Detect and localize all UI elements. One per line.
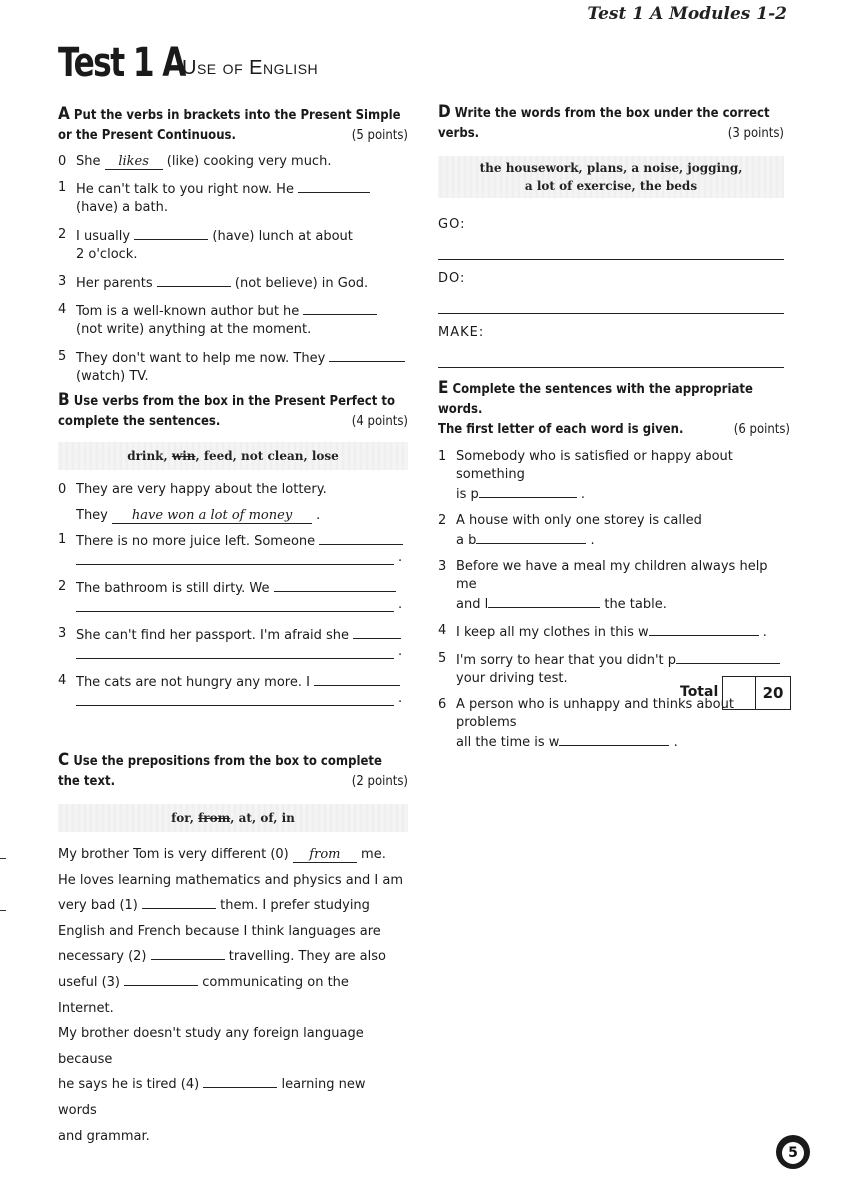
exercise-item xyxy=(58,153,408,171)
item-text: She can't find her passport. I'm afraid she xyxy=(76,628,350,643)
section-e-heading xyxy=(438,378,790,440)
section-letter: D xyxy=(438,102,451,122)
item-text: a b xyxy=(456,533,477,548)
section-letter: C xyxy=(58,750,70,770)
section-instruction: The first letter of each word is given. xyxy=(438,422,684,437)
answer-blank[interactable] xyxy=(329,348,405,362)
box-word: for, xyxy=(171,811,194,825)
margin-mark xyxy=(0,910,6,911)
item-text: . xyxy=(673,735,678,750)
text-segment: useful (3) xyxy=(58,974,120,990)
section-instruction: Put the verbs in brackets into the Present Simple xyxy=(73,108,401,123)
item-text: Tom is a well-known author but he xyxy=(76,304,300,319)
answer-blank[interactable] xyxy=(353,625,401,639)
answer-blank[interactable] xyxy=(134,226,208,240)
verb-label: GO: xyxy=(438,217,466,232)
box-words: the housework, plans, a noise, jogging, xyxy=(479,161,743,175)
page-number: 5 xyxy=(782,1142,804,1164)
page-number-badge xyxy=(776,1135,810,1169)
item-text: . xyxy=(316,508,321,523)
section-instruction: or the Present Continuous. xyxy=(58,128,236,143)
text-segment: me. xyxy=(361,847,386,862)
word-box xyxy=(58,442,408,470)
item-text: She xyxy=(76,154,101,169)
test-subtitle: Use of English xyxy=(182,57,319,79)
total-max: 20 xyxy=(755,676,791,710)
text-segment: learning new words xyxy=(58,1077,366,1118)
line-period: . xyxy=(398,691,403,706)
section-b xyxy=(58,390,408,706)
exercise-item xyxy=(58,531,408,565)
section-letter: E xyxy=(438,378,449,398)
item-text: Somebody who is satisfied or happy about something xyxy=(456,449,733,482)
answer-blank[interactable] xyxy=(124,972,198,986)
item-number: 0 xyxy=(58,154,67,169)
item-text: (have) a bath. xyxy=(76,200,168,215)
section-a-heading xyxy=(58,104,408,146)
answer-blank[interactable] xyxy=(476,530,586,544)
section-instruction: Use verbs from the box in the Present Perfect to xyxy=(73,394,396,409)
item-number: 3 xyxy=(438,559,447,574)
section-instruction: complete the sentences. xyxy=(58,414,221,429)
section-instruction: verbs. xyxy=(438,126,480,141)
section-instruction: Complete the sentences with the appropriate words. xyxy=(438,382,753,417)
item-number: 6 xyxy=(438,697,447,712)
item-text: They don't want to help me now. They xyxy=(76,351,326,366)
text-segment: My brother doesn't study any foreign language because xyxy=(58,1026,364,1067)
answer-blank[interactable] xyxy=(303,301,377,315)
answer-line[interactable] xyxy=(438,258,784,260)
word-box xyxy=(58,804,408,832)
item-text: . xyxy=(580,487,586,502)
exercise-item xyxy=(58,625,408,659)
text-segment: he says he is tired (4) xyxy=(58,1077,200,1093)
item-text: the table. xyxy=(604,597,667,612)
text-segment: My brother Tom is very different (0) xyxy=(58,847,289,862)
verb-label: DO: xyxy=(438,271,466,286)
section-letter: B xyxy=(58,390,70,410)
answer-blank[interactable] xyxy=(203,1074,277,1088)
verb-make xyxy=(438,324,784,368)
text-segment: them. I prefer studying xyxy=(220,898,370,914)
section-c xyxy=(58,750,408,1149)
exercise-item xyxy=(58,481,408,525)
text-segment: and grammar. xyxy=(58,1128,150,1144)
exercise-item xyxy=(58,348,408,386)
exercise-item xyxy=(438,558,790,614)
answer-line[interactable] xyxy=(438,366,784,368)
box-word: drink, xyxy=(127,449,168,463)
answer-blank[interactable] xyxy=(649,622,759,636)
text-line xyxy=(58,970,408,1021)
item-text: I keep all my clothes in this w xyxy=(456,625,649,640)
text-segment: He loves learning mathematics and physics and I am xyxy=(58,872,403,888)
text-line xyxy=(58,842,408,868)
answer-blank[interactable] xyxy=(157,273,231,287)
answer-blank[interactable] xyxy=(488,594,600,608)
answer-blank[interactable] xyxy=(142,895,216,909)
section-instruction: Use the prepositions from the box to complete xyxy=(73,754,382,769)
item-number: 4 xyxy=(58,673,67,688)
item-number: 1 xyxy=(58,180,67,195)
item-text: A person who is unhappy and thinks about problems xyxy=(456,697,734,730)
item-number: 4 xyxy=(58,302,67,317)
section-c-heading xyxy=(58,750,408,792)
section-points: (2 points) xyxy=(351,774,408,789)
item-text: (have) lunch at about xyxy=(212,229,353,244)
item-text: and l xyxy=(456,597,489,612)
example-answer: from xyxy=(293,848,357,863)
item-text: I usually xyxy=(76,229,131,244)
margin-mark xyxy=(0,858,6,859)
item-number: 4 xyxy=(438,623,447,638)
exercise-item xyxy=(58,301,408,339)
box-word-used: from xyxy=(198,811,231,825)
item-text: 2 o'clock. xyxy=(76,247,138,262)
exercise-item xyxy=(438,448,790,504)
section-d-heading xyxy=(438,102,784,144)
section-points: (5 points) xyxy=(351,128,408,143)
exercise-item xyxy=(58,578,408,612)
box-word: , feed, not clean, lose xyxy=(195,449,339,463)
verb-label: MAKE: xyxy=(438,325,485,340)
section-letter: A xyxy=(58,104,70,124)
section-instruction: the text. xyxy=(58,774,116,789)
line-period: . xyxy=(398,597,403,612)
answer-line[interactable] xyxy=(76,704,394,706)
text-line xyxy=(58,1072,408,1123)
item-text: Before we have a meal my children always help me xyxy=(456,559,768,592)
item-text: (like) cooking very much. xyxy=(166,154,332,169)
item-number: 3 xyxy=(58,274,67,289)
answer-blank[interactable] xyxy=(151,946,225,960)
text-line xyxy=(58,868,408,894)
item-text: is p xyxy=(456,487,479,502)
item-number: 2 xyxy=(58,227,67,242)
answer-line[interactable] xyxy=(76,610,394,612)
section-d xyxy=(438,102,784,368)
item-text: He can't talk to you right now. He xyxy=(76,182,294,197)
item-text: They are very happy about the lottery. xyxy=(76,482,327,497)
answer-blank[interactable] xyxy=(314,672,400,686)
item-text: Her parents xyxy=(76,276,153,291)
section-points: (4 points) xyxy=(351,414,408,429)
section-b-heading xyxy=(58,390,408,432)
test-title: Test 1 A xyxy=(58,40,185,86)
item-text: all the time is w xyxy=(456,735,560,750)
item-number: 5 xyxy=(58,349,67,364)
answer-blank[interactable] xyxy=(319,531,403,545)
answer-blank[interactable] xyxy=(274,578,396,592)
item-number: 3 xyxy=(58,626,67,641)
item-number: 5 xyxy=(438,651,447,666)
text-segment: communicating on the Internet. xyxy=(58,974,349,1016)
exercise-item xyxy=(438,512,790,550)
section-instruction: Write the words from the box under the correct xyxy=(454,106,770,121)
item-number: 1 xyxy=(438,449,447,464)
box-word: , at, of, in xyxy=(230,811,295,825)
box-words: a lot of exercise, the beds xyxy=(524,179,698,193)
line-period: . xyxy=(398,550,403,565)
exercise-item xyxy=(58,179,408,217)
section-a xyxy=(58,104,408,386)
text-segment: English and French because I think languages are xyxy=(58,923,381,939)
exercise-item xyxy=(58,273,408,293)
answer-blank[interactable] xyxy=(298,179,370,193)
answer-blank[interactable] xyxy=(559,732,669,746)
item-text: The bathroom is still dirty. We xyxy=(76,581,270,596)
answer-line[interactable] xyxy=(76,657,394,659)
section-points: (6 points) xyxy=(733,422,790,437)
example-answer: likes xyxy=(105,155,163,170)
item-text: (watch) TV. xyxy=(76,369,149,384)
verb-do xyxy=(438,270,784,314)
exercise-item xyxy=(438,622,790,642)
item-text: I'm sorry to hear that you didn't p xyxy=(456,653,677,668)
total-score-input[interactable] xyxy=(722,676,756,710)
item-text: (not write) anything at the moment. xyxy=(76,322,312,337)
answer-blank[interactable] xyxy=(479,484,577,498)
total-label: Total xyxy=(680,684,719,700)
item-text: A house with only one storey is called xyxy=(456,513,702,528)
section-points: (3 points) xyxy=(727,126,784,141)
example-answer: have won a lot of money xyxy=(112,509,312,524)
item-text: . xyxy=(590,533,595,548)
answer-blank[interactable] xyxy=(676,650,780,664)
text-segment: necessary (2) xyxy=(58,949,147,965)
item-number: 1 xyxy=(58,532,67,547)
item-text: The cats are not hungry any more. I xyxy=(76,675,310,690)
line-period: . xyxy=(398,644,403,659)
text-line xyxy=(58,893,408,919)
item-text: There is no more juice left. Someone xyxy=(76,534,316,549)
gap-fill-text xyxy=(58,842,408,1149)
text-line xyxy=(58,1124,408,1150)
text-segment: travelling. They are also xyxy=(228,949,386,965)
answer-line[interactable] xyxy=(76,563,394,565)
item-number: 2 xyxy=(438,513,447,528)
word-box xyxy=(438,156,784,198)
text-line xyxy=(58,944,408,970)
header-note: Test 1 A Modules 1-2 xyxy=(587,4,787,24)
item-number: 2 xyxy=(58,579,67,594)
box-word-used: win xyxy=(171,449,196,463)
item-text: They xyxy=(76,508,108,523)
exercise-item xyxy=(58,672,408,706)
exercise-item xyxy=(58,226,408,264)
item-number: 0 xyxy=(58,482,67,497)
text-line xyxy=(58,1021,408,1072)
text-segment: very bad (1) xyxy=(58,898,138,914)
item-text: . xyxy=(762,625,767,640)
page-title xyxy=(58,40,319,86)
text-line xyxy=(58,919,408,945)
item-text: your driving test. xyxy=(456,671,568,686)
answer-line[interactable] xyxy=(438,312,784,314)
verb-go xyxy=(438,216,784,260)
item-text: (not believe) in God. xyxy=(234,276,369,291)
